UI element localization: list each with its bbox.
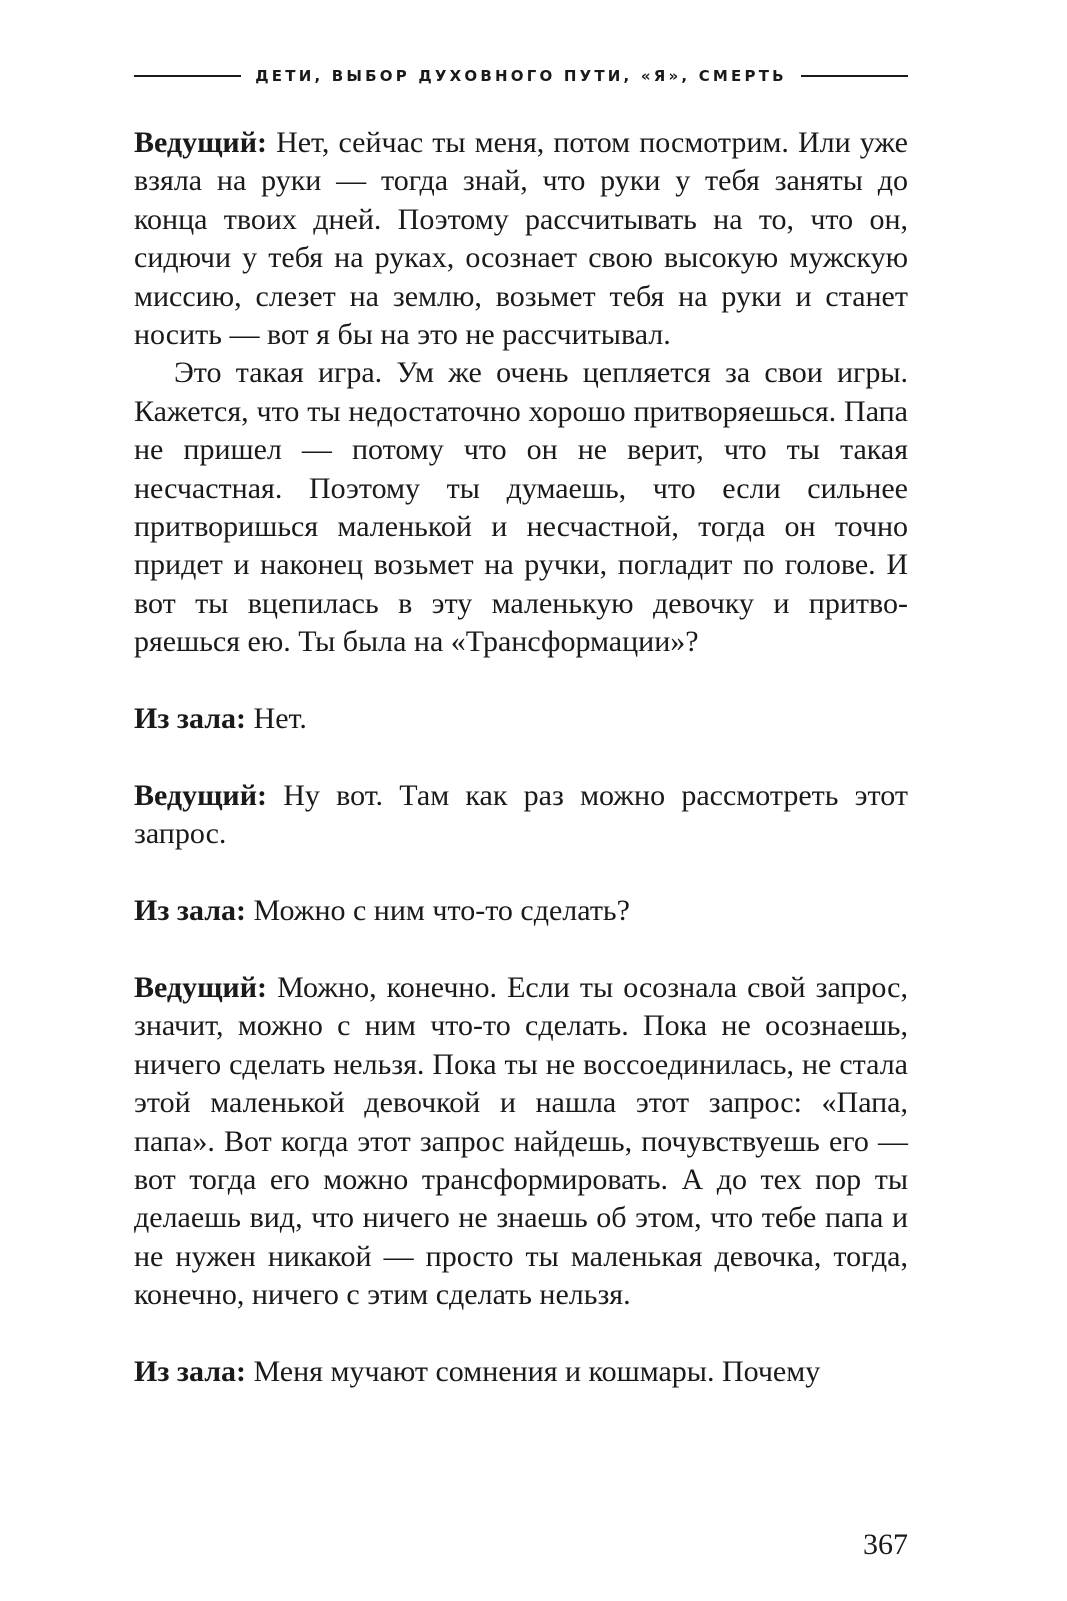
paragraph xyxy=(134,354,908,661)
paragraph xyxy=(134,1353,908,1391)
paragraph-text: Нет, сейчас ты меня, потом посмотрим. Или уже взяла на руки — тогда знай, что руки у тебя заняты до конца твоих дней. Поэтому рассчитывать на то, что он, сидючи у тебя на руках, осознает свою высокую мужскую миссию, слезет на землю, возьмет тебя на руки и станет носить — вот я бы на это не рассчитывал. xyxy=(134,126,908,352)
paragraph-text: Ну вот. Там как раз можно рассмотреть этот запрос. xyxy=(134,778,908,851)
paragraph xyxy=(134,700,908,738)
speaker-label: Из зала: xyxy=(134,702,247,736)
paragraph xyxy=(134,892,908,930)
paragraph xyxy=(134,969,908,1315)
paragraph-text: Нет. xyxy=(246,702,307,736)
body-text xyxy=(134,124,908,1391)
speaker-label: Ведущий: xyxy=(134,970,267,1004)
paragraph-text: Это такая игра. Ум же очень цепляется за свои игры. Кажется, что ты недостаточно хорошо притворяешься. Папа не пришел — потому что он не верит, что ты такая несчастная. Поэтому ты думаешь, что если сильнее притворишься маленькой и несчастной, тогда он точно придет и наконец возьмет на ручки, погладит по голове. И вот ты вцепилась в эту маленькую девочку и притворяешься ею. Ты была на «Трансформации»? xyxy=(134,356,908,659)
running-head-rule-right xyxy=(801,75,908,77)
speaker-label: Ведущий: xyxy=(134,778,267,812)
paragraph-text: Меня мучают сомнения и кошмары. Почему xyxy=(246,1354,821,1388)
running-head-title: ДЕТИ, ВЫБОР ДУХОВНОГО ПУТИ, «Я», СМЕРТЬ xyxy=(255,67,787,85)
paragraph xyxy=(134,124,908,354)
speaker-label: Из зала: xyxy=(134,1354,247,1388)
paragraph-text: Можно с ним что-то сделать? xyxy=(246,894,630,928)
page-number: 367 xyxy=(863,1528,908,1561)
running-head xyxy=(134,62,908,90)
paragraph xyxy=(134,777,908,854)
speaker-label: Из зала: xyxy=(134,894,247,928)
running-head-rule-left xyxy=(134,75,241,77)
paragraph-text: Можно, конечно. Если ты осознала свой запрос, значит, можно с ним что-то сделать. Пока не осознаешь, ничего сделать нельзя. Пока ты не воссоединилась, не стала этой маленькой девочкой и нашла этот запрос: «Папа, папа». Вот когда этот запрос найдешь, почувствуешь его — вот тогда его можно трансформировать. А до тех пор ты делаешь вид, что ничего не знаешь об этом, что тебе папа и не нужен никакой — просто ты маленькая девочка, тогда, конечно, ничего с этим сделать нельзя. xyxy=(134,970,908,1312)
speaker-label: Ведущий: xyxy=(134,126,267,159)
